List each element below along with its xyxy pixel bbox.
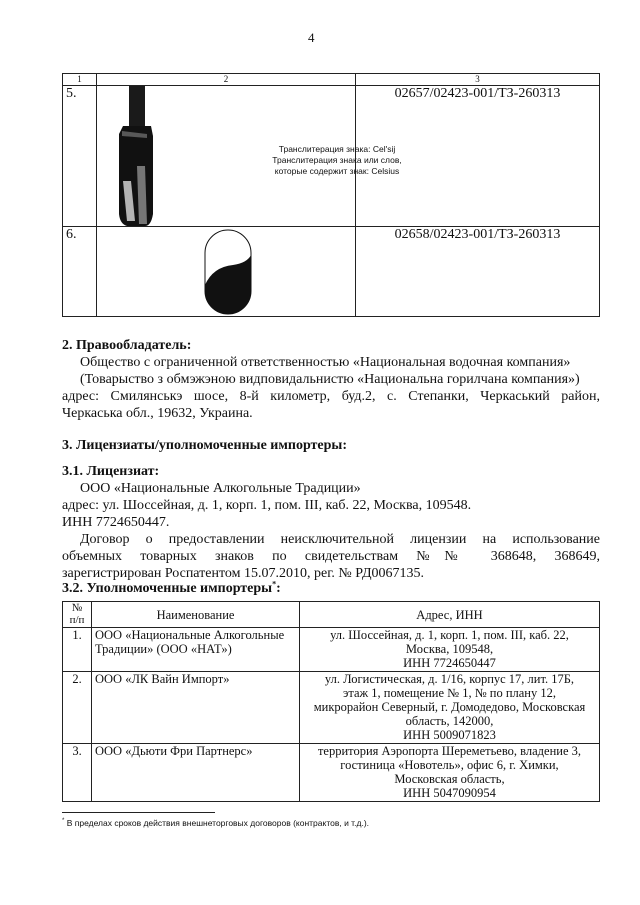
- address-line: ул. Логистическая, д. 1/16, корпус 17, лит. 17Б,: [324, 672, 575, 686]
- paragraph-line: Общество с ограниченной ответственностью «Национальная водочная компания»: [80, 355, 571, 370]
- trademark-cell: [97, 227, 356, 317]
- address-line: гостиница «Новотель», офис 6, г. Химки,: [340, 758, 559, 772]
- address-line: ИНН 7724650447: [403, 656, 496, 670]
- address-line: ИНН 5009071823: [403, 728, 496, 742]
- trademark-cell: [97, 86, 402, 227]
- row-number: 1.: [63, 628, 92, 672]
- importer-name: ООО «ЛК Вайн Импорт»: [92, 672, 300, 744]
- paragraph-line: адрес: ул. Шоссейная, д. 1, корп. 1, пом. III, каб. 22, Москва, 109548.: [62, 498, 472, 513]
- registration-code: 02657/02423-001/ТЗ-260313: [356, 86, 600, 227]
- section-3-1-heading: 3.1. Лицензиат:: [62, 464, 160, 479]
- address-line: Москва, 109548,: [405, 642, 494, 656]
- footnote-text: В пределах сроков действия внешнеторговых договоров (контрактов, и т.д.).: [66, 818, 370, 828]
- caption-line: которые содержит знак: Celsius: [274, 166, 400, 176]
- section-3-2-heading: [62, 580, 600, 597]
- importers-table: [62, 601, 600, 802]
- table-row: [63, 227, 600, 317]
- footnote: [62, 817, 369, 829]
- footnote-mark: *: [62, 818, 65, 825]
- importer-address: [300, 672, 600, 744]
- caption-line: Транслитерация знака или слов,: [272, 155, 402, 165]
- footnote-mark: *: [272, 579, 277, 589]
- paragraph-line: (Товарыство з обмэжэною видповидальнистю «Национальна горилчана компания»): [80, 372, 580, 387]
- paragraph-line: Договор о предоставлении неисключительной лицензии на использование: [80, 532, 600, 547]
- table-row: [63, 628, 600, 672]
- paragraph-line: ИНН 7724650447.: [62, 515, 170, 530]
- paragraph-line: зарегистрирован Роспатентом 15.07.2010, рег. № РД0067135.: [62, 566, 425, 581]
- table-row: [63, 86, 600, 227]
- section-2-heading: 2. Правообладатель:: [62, 338, 192, 353]
- caption-line: Транслитерация знака: Cel'sij: [278, 144, 396, 154]
- address-line: ИНН 5047090954: [403, 786, 496, 800]
- importer-address: [300, 628, 600, 672]
- address-line: Московская область,: [394, 772, 505, 786]
- importer-name: ООО «Дьюти Фри Партнерс»: [92, 744, 300, 802]
- address-line: микрорайон Северный, г. Домодедово, Московская: [313, 700, 586, 714]
- page-number: 4: [308, 30, 315, 45]
- table-row: [63, 672, 600, 744]
- row-number: 2.: [63, 672, 92, 744]
- address-line: ул. Шоссейная, д. 1, корп. 1, пом. III, каб. 22,: [330, 628, 569, 642]
- column-header: № п/п: [63, 602, 92, 628]
- heading-text: 3.2. Уполномоченные импортеры: [62, 581, 273, 596]
- section-3-heading: 3. Лицензиаты/уполномоченные импортеры:: [62, 438, 348, 453]
- registration-code: 02658/02423-001/ТЗ-260313: [356, 227, 600, 317]
- heading-colon: :: [276, 581, 281, 596]
- paragraph-line: Черкаська обл., 19632, Украина.: [62, 406, 253, 421]
- address-line: этаж 1, помещение № 1, № по плану 12,: [342, 686, 556, 700]
- paragraph-line: объемных товарных знаков по свидетельствам №№ 368648, 368649,: [62, 549, 600, 564]
- bottle-trademark-image: [117, 86, 157, 226]
- column-header: 2: [97, 74, 356, 86]
- paragraph-line: адрес: Смилянськэ шосе, 8-й километр, буд.2, с. Степанки, Черкаський район,: [62, 389, 600, 404]
- column-header: 1: [63, 74, 97, 86]
- column-header: Наименование: [92, 602, 300, 628]
- row-number: 3.: [63, 744, 92, 802]
- transliteration-caption: [262, 144, 412, 177]
- address-line: область, 142000,: [405, 714, 494, 728]
- importer-address: [300, 744, 600, 802]
- footnote-divider: [62, 812, 215, 813]
- row-number: 6.: [63, 227, 97, 317]
- trademarks-table: [62, 73, 600, 317]
- importer-name: ООО «Национальные Алкогольные Традиции» (ООО «НАТ»): [92, 628, 300, 672]
- capsule-trademark-image: [203, 229, 253, 315]
- row-number: 5.: [63, 86, 97, 227]
- address-line: территория Аэропорта Шереметьево, владение 3,: [317, 744, 582, 758]
- column-header: 3: [356, 74, 600, 86]
- table-row: [63, 744, 600, 802]
- column-header: Адрес, ИНН: [300, 602, 600, 628]
- table-header-row: [63, 602, 600, 628]
- paragraph-line: ООО «Национальные Алкогольные Традиции»: [80, 481, 361, 496]
